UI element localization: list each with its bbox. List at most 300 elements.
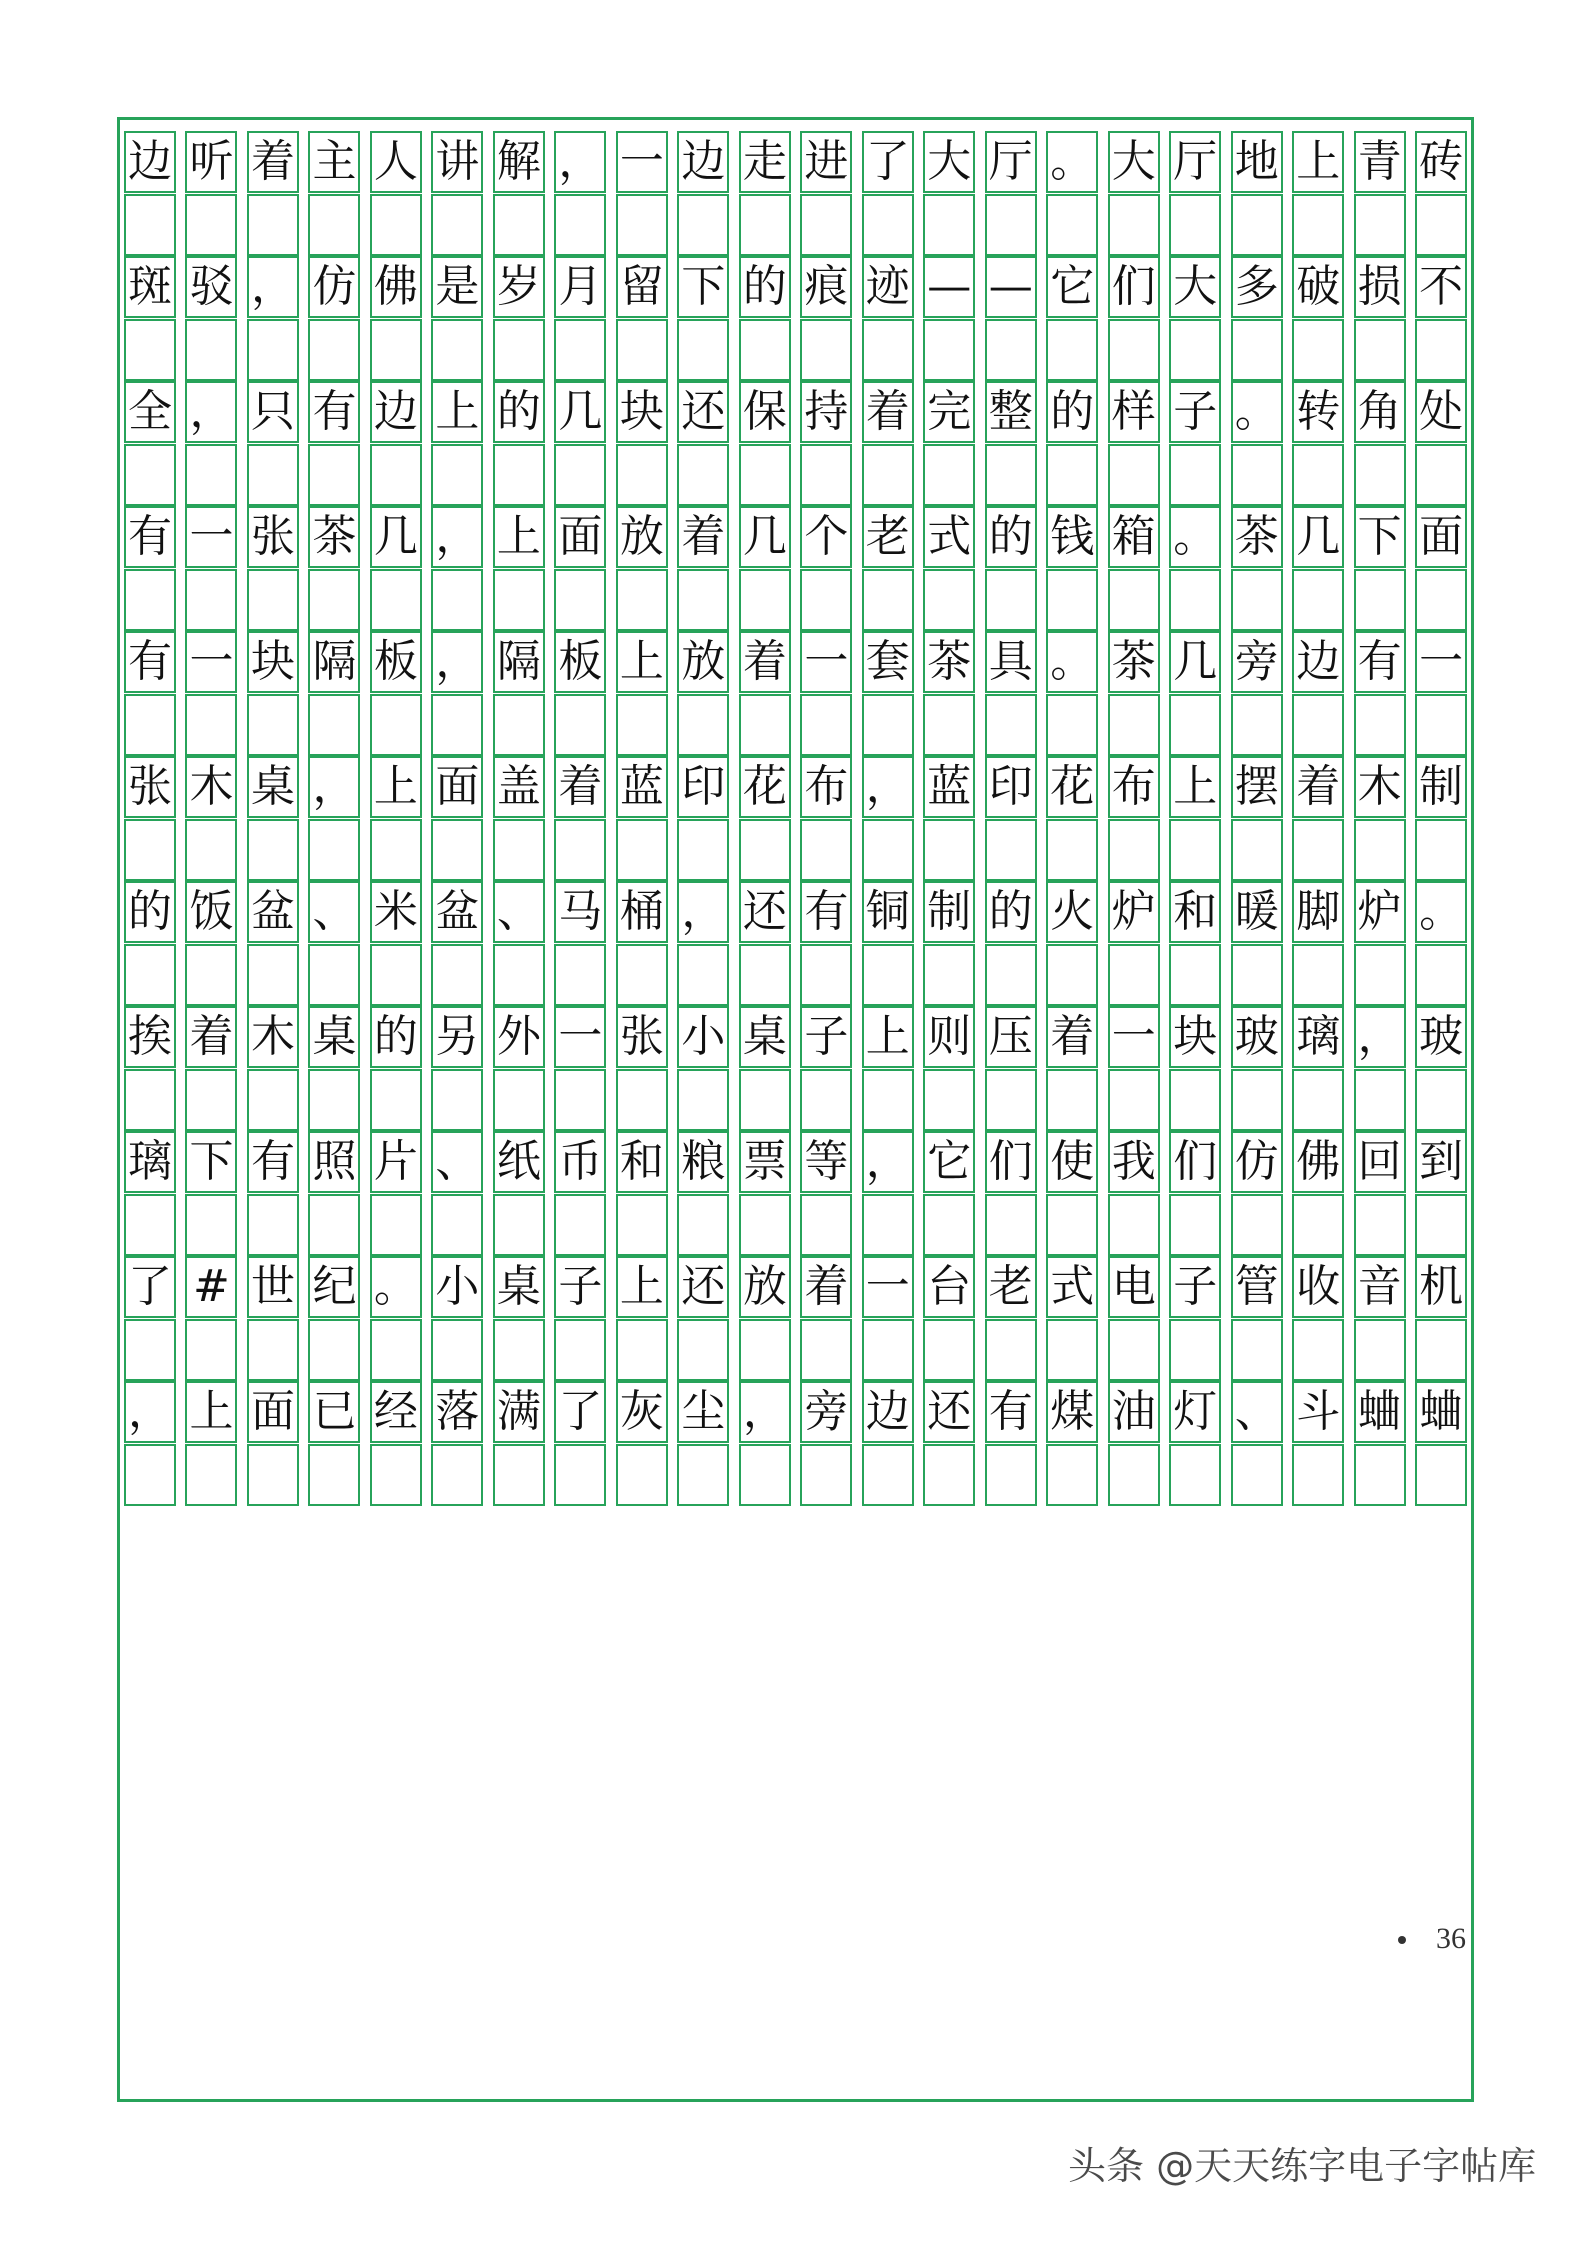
practice-cell[interactable]: [370, 1069, 422, 1131]
practice-cell[interactable]: [923, 694, 975, 756]
practice-cell[interactable]: [431, 1319, 483, 1381]
practice-cell[interactable]: [431, 319, 483, 381]
practice-cell[interactable]: [1231, 1069, 1283, 1131]
practice-cell[interactable]: [554, 1194, 606, 1256]
grid-cell: 。: [1231, 381, 1283, 443]
practice-cell[interactable]: [677, 569, 729, 631]
practice-cell[interactable]: [677, 1194, 729, 1256]
practice-cell[interactable]: [185, 569, 237, 631]
grid-cell: 隔: [493, 631, 545, 693]
grid-cell: 机: [1415, 1256, 1467, 1318]
grid-cell: 痕: [800, 256, 852, 318]
practice-cell[interactable]: [124, 1194, 176, 1256]
practice-cell[interactable]: [1415, 569, 1467, 631]
practice-cell[interactable]: [1108, 569, 1160, 631]
grid-cell: 边: [677, 131, 729, 193]
practice-cell[interactable]: [923, 444, 975, 506]
practice-cell[interactable]: [1046, 944, 1098, 1006]
practice-cell[interactable]: [1108, 944, 1160, 1006]
practice-cell[interactable]: [554, 319, 606, 381]
practice-cell[interactable]: [370, 819, 422, 881]
practice-cell[interactable]: [554, 569, 606, 631]
practice-cell[interactable]: [923, 819, 975, 881]
practice-cell[interactable]: [985, 444, 1037, 506]
practice-cell[interactable]: [1231, 944, 1283, 1006]
practice-cell[interactable]: [1354, 1444, 1406, 1506]
grid-cell: 下: [1354, 506, 1406, 568]
practice-cell[interactable]: [800, 944, 852, 1006]
practice-cell[interactable]: [431, 444, 483, 506]
grid-cell: 一: [800, 631, 852, 693]
practice-cell[interactable]: [862, 444, 914, 506]
practice-cell[interactable]: [1354, 1194, 1406, 1256]
practice-cell[interactable]: [493, 444, 545, 506]
practice-cell[interactable]: [1169, 194, 1221, 256]
practice-cell[interactable]: [1169, 1444, 1221, 1506]
practice-cell[interactable]: [1292, 1069, 1344, 1131]
practice-cell[interactable]: [923, 194, 975, 256]
practice-cell[interactable]: [1108, 819, 1160, 881]
practice-cell[interactable]: [308, 1444, 360, 1506]
grid-cell: 几: [739, 506, 791, 568]
practice-cell[interactable]: [431, 1194, 483, 1256]
practice-cell[interactable]: [185, 1444, 237, 1506]
grid-cell: 电: [1108, 1256, 1160, 1318]
practice-cell[interactable]: [985, 1319, 1037, 1381]
practice-cell[interactable]: [677, 1444, 729, 1506]
practice-cell[interactable]: [677, 819, 729, 881]
practice-cell[interactable]: [985, 319, 1037, 381]
grid-cell: 块: [247, 631, 299, 693]
practice-cell[interactable]: [800, 694, 852, 756]
practice-row: [124, 1194, 1467, 1256]
practice-cell[interactable]: [1108, 444, 1160, 506]
grid-cell: 摆: [1231, 756, 1283, 818]
practice-cell[interactable]: [800, 1444, 852, 1506]
practice-cell[interactable]: [616, 1069, 668, 1131]
practice-cell[interactable]: [308, 444, 360, 506]
practice-cell[interactable]: [739, 194, 791, 256]
grid-cell: 板: [554, 631, 606, 693]
practice-cell[interactable]: [247, 444, 299, 506]
practice-cell[interactable]: [1231, 819, 1283, 881]
practice-cell[interactable]: [308, 194, 360, 256]
practice-cell[interactable]: [185, 1069, 237, 1131]
practice-cell[interactable]: [1108, 694, 1160, 756]
practice-cell[interactable]: [370, 569, 422, 631]
practice-cell[interactable]: [1231, 444, 1283, 506]
text-row: [124, 881, 1467, 943]
practice-cell[interactable]: [800, 444, 852, 506]
practice-cell[interactable]: [739, 444, 791, 506]
practice-cell[interactable]: [1354, 194, 1406, 256]
practice-cell[interactable]: [124, 819, 176, 881]
practice-cell[interactable]: [677, 694, 729, 756]
practice-cell[interactable]: [124, 1319, 176, 1381]
grid-cell: ，: [862, 1131, 914, 1193]
practice-cell[interactable]: [1108, 1069, 1160, 1131]
practice-cell[interactable]: [124, 194, 176, 256]
practice-cell[interactable]: [370, 1194, 422, 1256]
grid-cell: 油: [1108, 1381, 1160, 1443]
grid-cell: 大: [1169, 256, 1221, 318]
grid-cell: 着: [739, 631, 791, 693]
practice-cell[interactable]: [985, 944, 1037, 1006]
practice-cell[interactable]: [1292, 1319, 1344, 1381]
practice-cell[interactable]: [1354, 819, 1406, 881]
grid-cell: 还: [739, 881, 791, 943]
practice-cell[interactable]: [862, 1069, 914, 1131]
practice-cell[interactable]: [985, 569, 1037, 631]
practice-cell[interactable]: [1354, 944, 1406, 1006]
practice-cell[interactable]: [1046, 194, 1098, 256]
practice-cell[interactable]: [493, 1444, 545, 1506]
practice-cell[interactable]: [370, 944, 422, 1006]
practice-cell[interactable]: [493, 194, 545, 256]
grid-cell: 旁: [800, 1381, 852, 1443]
practice-cell[interactable]: [739, 944, 791, 1006]
grid-cell: 下: [185, 1131, 237, 1193]
practice-cell[interactable]: [862, 569, 914, 631]
practice-cell[interactable]: [1415, 194, 1467, 256]
grid-cell: 留: [616, 256, 668, 318]
practice-cell[interactable]: [431, 194, 483, 256]
practice-cell[interactable]: [1415, 1069, 1467, 1131]
practice-cell[interactable]: [923, 944, 975, 1006]
practice-cell[interactable]: [862, 194, 914, 256]
practice-cell[interactable]: [370, 194, 422, 256]
practice-cell[interactable]: [431, 1069, 483, 1131]
practice-cell[interactable]: [1415, 694, 1467, 756]
practice-cell[interactable]: [1354, 694, 1406, 756]
practice-cell[interactable]: [616, 819, 668, 881]
practice-cell[interactable]: [985, 194, 1037, 256]
practice-cell[interactable]: [1169, 1069, 1221, 1131]
grid-cell: 进: [800, 131, 852, 193]
practice-cell[interactable]: [923, 1319, 975, 1381]
practice-cell[interactable]: [370, 1319, 422, 1381]
practice-cell[interactable]: [308, 1194, 360, 1256]
grid-cell: 走: [739, 131, 791, 193]
practice-cell[interactable]: [370, 444, 422, 506]
practice-cell[interactable]: [923, 1194, 975, 1256]
practice-cell[interactable]: [1231, 1319, 1283, 1381]
practice-cell[interactable]: [1169, 1319, 1221, 1381]
practice-cell[interactable]: [1354, 1319, 1406, 1381]
practice-cell[interactable]: [985, 819, 1037, 881]
practice-cell[interactable]: [308, 1319, 360, 1381]
practice-cell[interactable]: [247, 194, 299, 256]
practice-cell[interactable]: [1169, 694, 1221, 756]
grid-cell: 是: [431, 256, 483, 318]
practice-cell[interactable]: [431, 694, 483, 756]
practice-cell[interactable]: [1046, 1444, 1098, 1506]
practice-cell[interactable]: [308, 319, 360, 381]
practice-cell[interactable]: [247, 319, 299, 381]
practice-cell[interactable]: [370, 1444, 422, 1506]
practice-cell[interactable]: [1108, 319, 1160, 381]
grid-cell: 处: [1415, 381, 1467, 443]
practice-cell[interactable]: [554, 1069, 606, 1131]
practice-cell[interactable]: [739, 319, 791, 381]
practice-cell[interactable]: [1169, 944, 1221, 1006]
practice-cell[interactable]: [247, 1444, 299, 1506]
practice-cell[interactable]: [677, 444, 729, 506]
practice-cell[interactable]: [1292, 444, 1344, 506]
practice-cell[interactable]: [739, 1069, 791, 1131]
practice-cell[interactable]: [862, 819, 914, 881]
practice-cell[interactable]: [1169, 444, 1221, 506]
practice-cell[interactable]: [800, 1194, 852, 1256]
practice-cell[interactable]: [185, 194, 237, 256]
practice-cell[interactable]: [1231, 1444, 1283, 1506]
practice-cell[interactable]: [554, 1319, 606, 1381]
practice-cell[interactable]: [1169, 1194, 1221, 1256]
practice-cell[interactable]: [616, 444, 668, 506]
practice-cell[interactable]: [677, 1069, 729, 1131]
practice-cell[interactable]: [1415, 819, 1467, 881]
grid-cell: 茶: [1108, 631, 1160, 693]
practice-cell[interactable]: [493, 569, 545, 631]
practice-cell[interactable]: [1415, 319, 1467, 381]
practice-cell[interactable]: [493, 1194, 545, 1256]
practice-cell[interactable]: [308, 819, 360, 881]
practice-cell[interactable]: [308, 1069, 360, 1131]
practice-cell[interactable]: [1292, 194, 1344, 256]
practice-cell[interactable]: [1354, 319, 1406, 381]
practice-cell[interactable]: [1415, 444, 1467, 506]
practice-cell[interactable]: [431, 819, 483, 881]
practice-cell[interactable]: [247, 819, 299, 881]
practice-cell[interactable]: [554, 1444, 606, 1506]
grid-cell: 厅: [1169, 131, 1221, 193]
practice-cell[interactable]: [1292, 1194, 1344, 1256]
grid-cell: 有: [308, 381, 360, 443]
practice-cell[interactable]: [1292, 694, 1344, 756]
grid-cell: 上: [862, 1006, 914, 1068]
practice-cell[interactable]: [616, 1194, 668, 1256]
practice-cell[interactable]: [1169, 319, 1221, 381]
practice-cell[interactable]: [493, 819, 545, 881]
practice-cell[interactable]: [185, 694, 237, 756]
practice-cell[interactable]: [1046, 694, 1098, 756]
grid-cell: 主: [308, 131, 360, 193]
practice-cell[interactable]: [616, 1444, 668, 1506]
grid-cell: ，: [431, 631, 483, 693]
grid-cell: 木: [1354, 756, 1406, 818]
grid-cell: 地: [1231, 131, 1283, 193]
practice-cell[interactable]: [1231, 569, 1283, 631]
practice-cell[interactable]: [1108, 1444, 1160, 1506]
grid-cell: 的: [985, 881, 1037, 943]
grid-cell: 子: [1169, 381, 1221, 443]
practice-cell[interactable]: [862, 694, 914, 756]
practice-cell[interactable]: [862, 319, 914, 381]
practice-cell[interactable]: [247, 944, 299, 1006]
practice-cell[interactable]: [1415, 1194, 1467, 1256]
practice-cell[interactable]: [1292, 944, 1344, 1006]
practice-cell[interactable]: [1046, 819, 1098, 881]
practice-cell[interactable]: [862, 1194, 914, 1256]
practice-cell[interactable]: [308, 944, 360, 1006]
practice-cell[interactable]: [739, 569, 791, 631]
practice-cell[interactable]: [431, 944, 483, 1006]
grid-cell: 灰: [616, 1381, 668, 1443]
practice-cell[interactable]: [431, 1444, 483, 1506]
practice-cell[interactable]: [739, 1319, 791, 1381]
practice-cell[interactable]: [1292, 569, 1344, 631]
practice-cell[interactable]: [431, 569, 483, 631]
grid-cell: 世: [247, 1256, 299, 1318]
practice-cell[interactable]: [800, 194, 852, 256]
grid-cell: 有: [124, 631, 176, 693]
practice-cell[interactable]: [1046, 444, 1098, 506]
practice-cell[interactable]: [247, 1194, 299, 1256]
practice-cell[interactable]: [1415, 944, 1467, 1006]
practice-cell[interactable]: [124, 444, 176, 506]
practice-cell[interactable]: [923, 1444, 975, 1506]
practice-cell[interactable]: [493, 1319, 545, 1381]
practice-cell[interactable]: [185, 1194, 237, 1256]
grid-cell: 桌: [493, 1256, 545, 1318]
practice-cell[interactable]: [739, 1194, 791, 1256]
practice-cell[interactable]: [1231, 1194, 1283, 1256]
practice-cell[interactable]: [1415, 1444, 1467, 1506]
practice-cell[interactable]: [1292, 1444, 1344, 1506]
practice-cell[interactable]: [739, 1444, 791, 1506]
practice-cell[interactable]: [124, 1069, 176, 1131]
practice-cell[interactable]: [308, 694, 360, 756]
grid-cell: 一: [185, 506, 237, 568]
practice-cell[interactable]: [800, 1319, 852, 1381]
practice-cell[interactable]: [185, 1319, 237, 1381]
practice-cell[interactable]: [1046, 1319, 1098, 1381]
grid-cell: 面: [431, 756, 483, 818]
practice-cell[interactable]: [800, 569, 852, 631]
practice-cell[interactable]: [185, 444, 237, 506]
practice-cell[interactable]: [247, 1069, 299, 1131]
practice-cell[interactable]: [1415, 1319, 1467, 1381]
practice-cell[interactable]: [862, 1444, 914, 1506]
practice-cell[interactable]: [247, 569, 299, 631]
practice-cell[interactable]: [554, 694, 606, 756]
practice-cell[interactable]: [985, 1069, 1037, 1131]
practice-cell[interactable]: [677, 1319, 729, 1381]
practice-cell[interactable]: [1231, 194, 1283, 256]
practice-cell[interactable]: [800, 319, 852, 381]
grid-cell: 炉: [1354, 881, 1406, 943]
practice-cell[interactable]: [1292, 819, 1344, 881]
practice-cell[interactable]: [1169, 569, 1221, 631]
practice-cell[interactable]: [862, 944, 914, 1006]
practice-cell[interactable]: [554, 944, 606, 1006]
practice-cell[interactable]: [985, 1444, 1037, 1506]
practice-cell[interactable]: [1108, 1319, 1160, 1381]
text-row: [124, 631, 1467, 693]
practice-cell[interactable]: [1046, 319, 1098, 381]
practice-cell[interactable]: [1108, 194, 1160, 256]
practice-cell[interactable]: [308, 569, 360, 631]
practice-cell[interactable]: [677, 194, 729, 256]
practice-cell[interactable]: [739, 819, 791, 881]
practice-cell[interactable]: [616, 694, 668, 756]
grid-cell: 蛐: [1354, 1381, 1406, 1443]
grid-cell: 了: [554, 1381, 606, 1443]
practice-cell[interactable]: [185, 319, 237, 381]
practice-cell[interactable]: [1354, 1069, 1406, 1131]
grid-cell: 张: [124, 756, 176, 818]
practice-cell[interactable]: [1046, 1194, 1098, 1256]
practice-cell[interactable]: [1046, 569, 1098, 631]
grid-cell: 一: [1415, 631, 1467, 693]
practice-cell[interactable]: [616, 319, 668, 381]
practice-cell[interactable]: [124, 694, 176, 756]
practice-cell[interactable]: [1354, 444, 1406, 506]
practice-cell[interactable]: [1046, 1069, 1098, 1131]
practice-cell[interactable]: [124, 1444, 176, 1506]
practice-cell[interactable]: [985, 1194, 1037, 1256]
practice-cell[interactable]: [616, 1319, 668, 1381]
practice-cell[interactable]: [1354, 569, 1406, 631]
practice-cell[interactable]: [739, 694, 791, 756]
practice-cell[interactable]: [616, 944, 668, 1006]
practice-cell[interactable]: [862, 1319, 914, 1381]
practice-cell[interactable]: [493, 944, 545, 1006]
practice-cell[interactable]: [493, 319, 545, 381]
practice-cell[interactable]: [247, 1319, 299, 1381]
practice-cell[interactable]: [677, 319, 729, 381]
practice-cell[interactable]: [1292, 319, 1344, 381]
practice-cell[interactable]: [616, 194, 668, 256]
practice-cell[interactable]: [247, 694, 299, 756]
practice-cell[interactable]: [493, 694, 545, 756]
grid-cell: 的: [370, 1006, 422, 1068]
practice-cell[interactable]: [1231, 319, 1283, 381]
grid-cell: 边: [124, 131, 176, 193]
practice-cell[interactable]: [800, 1069, 852, 1131]
practice-cell[interactable]: [677, 944, 729, 1006]
text-row: [124, 131, 1467, 193]
practice-cell[interactable]: [124, 569, 176, 631]
practice-cell[interactable]: [1231, 694, 1283, 756]
grid-cell: 桶: [616, 881, 668, 943]
practice-cell[interactable]: [370, 319, 422, 381]
practice-cell[interactable]: [985, 694, 1037, 756]
practice-cell[interactable]: [800, 819, 852, 881]
practice-cell[interactable]: [124, 944, 176, 1006]
practice-cell[interactable]: [554, 194, 606, 256]
practice-cell[interactable]: [616, 569, 668, 631]
practice-cell[interactable]: [493, 1069, 545, 1131]
practice-cell[interactable]: [370, 694, 422, 756]
practice-cell[interactable]: [185, 819, 237, 881]
practice-cell[interactable]: [1108, 1194, 1160, 1256]
practice-cell[interactable]: [185, 944, 237, 1006]
grid-cell: 。: [370, 1256, 422, 1318]
practice-cell[interactable]: [554, 819, 606, 881]
grid-cell: 和: [616, 1131, 668, 1193]
practice-cell[interactable]: [124, 319, 176, 381]
grid-cell: 几: [1169, 631, 1221, 693]
practice-cell[interactable]: [923, 1069, 975, 1131]
practice-cell[interactable]: [1169, 819, 1221, 881]
practice-cell[interactable]: [554, 444, 606, 506]
grid-cell: 上: [616, 1256, 668, 1318]
grid-cell: 小: [677, 1006, 729, 1068]
practice-cell[interactable]: [923, 319, 975, 381]
practice-cell[interactable]: [923, 569, 975, 631]
grid-cell: 印: [985, 756, 1037, 818]
